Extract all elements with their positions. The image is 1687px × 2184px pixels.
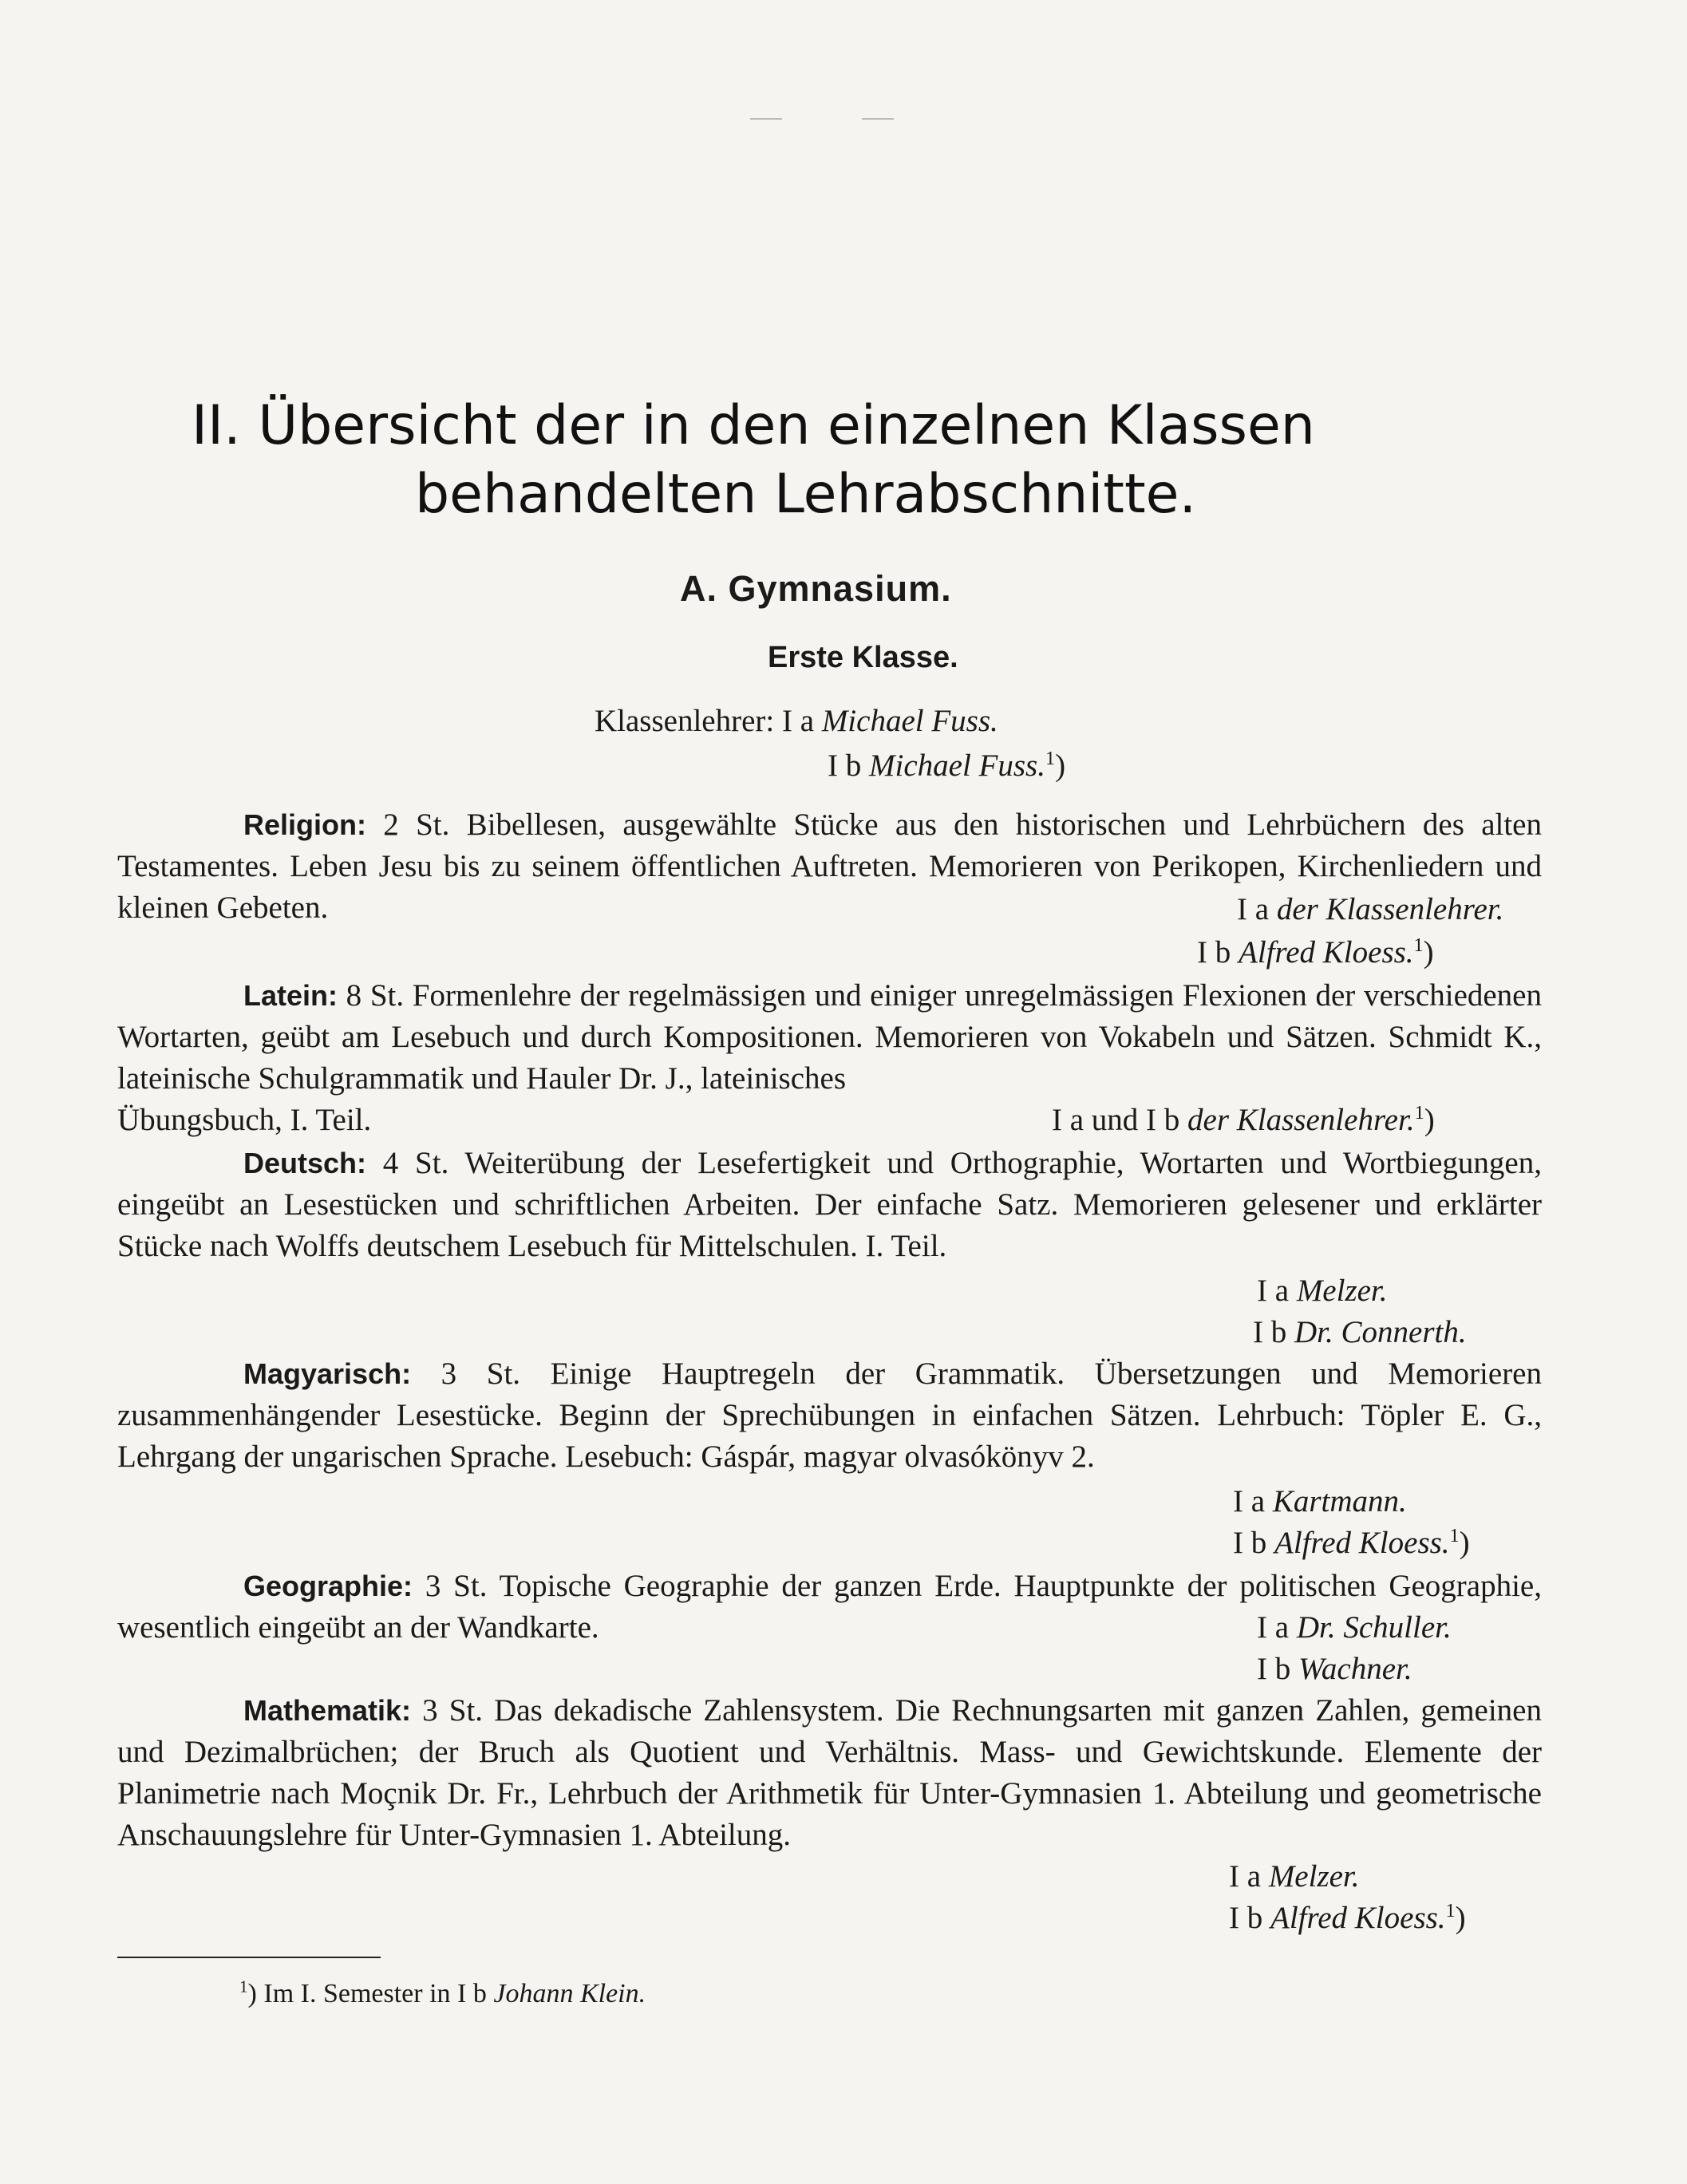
teacher-name: Alfred Kloess. <box>1239 935 1414 970</box>
mathematik-teacher-ia <box>1229 1856 1360 1898</box>
latein-text: 8 St. Formenlehre der regelmässigen und einiger unregelmässigen Flexionen der verschiedenen Wortarten, geübt am Lesebuch und durch Kompositionen. Memorieren von Vokabeln und Sätzen. Schmidt K., lateinische Schulgrammatik und Hauler Dr. J., lateinisches <box>117 978 1542 1096</box>
footnote-mark: 1 <box>239 1977 248 1996</box>
latein-paragraph <box>117 975 1542 1100</box>
mathematik-teacher-ib <box>1229 1898 1466 1939</box>
teacher-name: Wachner. <box>1298 1652 1412 1686</box>
teacher-prefix: I b <box>1257 1652 1291 1686</box>
class-ia-prefix: I a <box>782 704 815 738</box>
deutsch-teacher-ib <box>1253 1312 1467 1353</box>
footnote-ref-paren: ) <box>1424 1103 1435 1137</box>
footnote-ref-paren: ) <box>1055 748 1066 783</box>
page-number-mark <box>750 118 782 120</box>
class-teacher-line-ia <box>595 701 998 742</box>
magyarisch-subject: Magyarisch: <box>243 1357 412 1390</box>
footnote-ref-paren: ) <box>1423 935 1434 970</box>
mathematik-paragraph <box>117 1690 1542 1856</box>
geographie-teacher-ib <box>1257 1649 1412 1690</box>
religion-teacher-ia <box>1237 889 1503 930</box>
footnote-ref-paren: ) <box>1455 1901 1466 1935</box>
geographie-text: 3 St. Topische Geographie der ganzen Erde. Hauptpunkte der politischen Geographie, wesentlich eingeübt an der Wandkarte. <box>117 1569 1542 1645</box>
class-ia-teacher: Michael Fuss. <box>821 704 998 738</box>
teacher-name: Dr. Schuller. <box>1296 1610 1452 1645</box>
class-heading: Erste Klasse. <box>768 641 958 674</box>
geographie-teacher-ia <box>1257 1607 1452 1649</box>
footnote-divider <box>117 1957 381 1958</box>
footnote-ref-paren: ) <box>1459 1526 1470 1560</box>
footnote <box>239 1979 646 2009</box>
page-number-mark <box>862 118 894 120</box>
geographie-subject: Geographie: <box>243 1570 413 1602</box>
teacher-prefix: I b <box>1197 935 1231 970</box>
latein-last-line: Übungsbuch, I. Teil. <box>117 1103 372 1137</box>
teacher-prefix: I a und I b <box>1052 1103 1180 1137</box>
footnote-ref: 1 <box>1414 1102 1424 1124</box>
footnote-mark-paren: ) <box>247 1979 257 2008</box>
deutsch-text: 4 St. Weiterübung der Lesefertigkeit und Orthographie, Wortarten und Wortbiegungen, eingeübt an Lesestücken und schriftlichen Arbeiten. Der einfache Satz. Memorieren gelesener und erklärter Stücke nach Wolffs deutschem Lesebuch für Mittelschulen. I. Teil. <box>117 1146 1542 1263</box>
mathematik-text: 3 St. Das dekadische Zahlensystem. Die Rechnungsarten mit ganzen Zahlen, gemeinen und Dezimalbrüchen; der Bruch als Quotient und Verhältnis. Mass- und Gewichtskunde. Elemente der Planimetrie nach Moçnik Dr. Fr., Lehrbuch der Arithmetik für Unter-Gymnasien 1. Abteilung und geometrische Anschauungslehre für Unter-Gymnasien 1. Abteilung. <box>117 1693 1542 1852</box>
class-teacher-line-ib <box>828 745 1065 787</box>
deutsch-subject: Deutsch: <box>243 1147 367 1179</box>
teacher-prefix: I a <box>1233 1484 1266 1519</box>
teacher-prefix: I b <box>1233 1526 1267 1560</box>
footnote-name: Johann Klein. <box>493 1979 646 2008</box>
magyarisch-paragraph <box>117 1353 1542 1478</box>
latein-teacher <box>1052 1100 1435 1141</box>
religion-text: 2 St. Bibellesen, ausgewählte Stücke aus den historischen und Lehrbüchern des alten Testamentes. Leben Jesu bis zu seinem öffentlichen Auftreten. Memorieren von Perikopen, Kirchenliedern und kleinen Gebeten. <box>117 808 1542 925</box>
latein-subject: Latein: <box>243 979 338 1012</box>
teacher-prefix: I b <box>1253 1315 1287 1349</box>
teacher-name: Dr. Connerth. <box>1294 1315 1467 1349</box>
magyarisch-text: 3 St. Einige Hauptregeln der Grammatik. Übersetzungen und Memorieren zusammenhängender Lesestücke. Beginn der Sprechübungen in einfachen Sätzen. Lehrbuch: Töpler E. G., Lehrgang der ungarischen Sprache. Lesebuch: Gáspár, magyar olvasókönyv 2. <box>117 1357 1542 1474</box>
teacher-name: Melzer. <box>1268 1859 1360 1894</box>
teacher-prefix: I a <box>1257 1274 1290 1308</box>
class-ib-teacher: Michael Fuss. <box>869 748 1045 783</box>
deutsch-paragraph <box>117 1143 1542 1267</box>
religion-subject: Religion: <box>243 808 366 841</box>
teacher-name: der Klassenlehrer. <box>1276 892 1504 926</box>
class-ib-prefix: I b <box>828 748 862 783</box>
teacher-prefix: I b <box>1229 1901 1263 1935</box>
deutsch-teacher-ia <box>1257 1270 1388 1312</box>
teacher-prefix: I a <box>1257 1610 1290 1645</box>
footnote-ref: 1 <box>1449 1525 1460 1546</box>
page-title-line-1: II. Übersicht der in den einzelnen Klassen <box>192 394 1315 457</box>
footnote-ref: 1 <box>1045 748 1056 769</box>
section-heading: A. Gymnasium. <box>680 568 952 609</box>
footnote-ref: 1 <box>1413 934 1424 956</box>
footnote-text: Im I. Semester in I b <box>256 1979 494 2008</box>
teacher-prefix: I a <box>1229 1859 1262 1894</box>
teacher-name: der Klassenlehrer. <box>1187 1103 1415 1137</box>
teacher-prefix: I a <box>1237 892 1270 926</box>
teacher-name: Kartmann. <box>1272 1484 1407 1519</box>
mathematik-subject: Mathematik: <box>243 1694 412 1727</box>
teacher-name: Alfred Kloess. <box>1274 1526 1450 1560</box>
page-title-line-2: behandelten Lehrabschnitte. <box>415 463 1197 526</box>
magyarisch-teacher-ia <box>1233 1481 1407 1522</box>
teacher-name: Alfred Kloess. <box>1270 1901 1446 1935</box>
religion-teacher-ib <box>1197 932 1434 974</box>
footnote-ref: 1 <box>1445 1900 1456 1921</box>
class-teacher-label: Klassenlehrer: <box>595 704 775 738</box>
teacher-name: Melzer. <box>1296 1274 1388 1308</box>
magyarisch-teacher-ib <box>1233 1522 1470 1564</box>
